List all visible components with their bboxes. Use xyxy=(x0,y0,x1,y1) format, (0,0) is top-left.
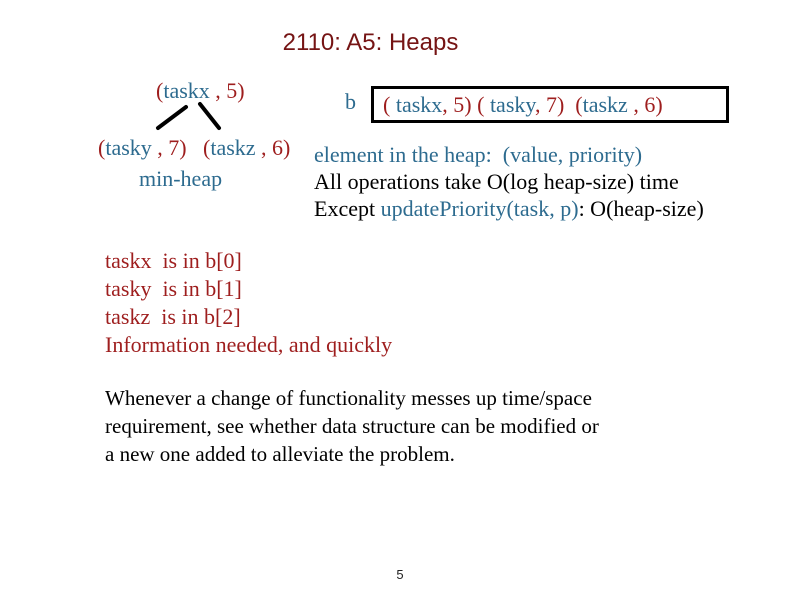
heap-operations-line: All operations take O(log heap-size) time xyxy=(314,169,679,194)
array-cell xyxy=(383,92,477,118)
array-cell xyxy=(575,92,662,118)
array-cell0-open: ( xyxy=(383,91,396,117)
heap-except-suffix: : O(heap-size) xyxy=(578,196,704,221)
array-cell xyxy=(477,92,575,118)
tree-edges xyxy=(148,98,232,136)
index-note-taskz: taskz is in b[2] xyxy=(105,304,241,329)
takeaway-line-1: Whenever a change of functionality messes up time/space xyxy=(105,386,592,410)
tree-left-paren-open: ( xyxy=(98,135,106,160)
array-cell0-task-name: taskx xyxy=(395,91,443,117)
tree-node-right xyxy=(203,135,290,161)
min-heap-caption: min-heap xyxy=(139,166,223,191)
tree-left-task-name: tasky xyxy=(105,135,152,160)
array-cell2-priority: , 6) xyxy=(627,91,663,117)
tree-node-left xyxy=(98,135,187,161)
takeaway-paragraph xyxy=(105,384,599,468)
heap-except-highlight: updatePriority(task, p) xyxy=(380,196,579,221)
array-cell2-open: ( xyxy=(575,91,583,117)
tree-left-priority: , 7) xyxy=(151,135,187,160)
tree-root-priority: , 5) xyxy=(209,78,245,103)
tree-edge-right xyxy=(200,104,219,128)
array-label-b: b xyxy=(345,89,356,114)
heap-except-prefix: Except xyxy=(314,196,381,221)
heap-notes xyxy=(314,141,704,222)
index-note-information: Information needed, and quickly xyxy=(105,332,393,357)
array-cell0-priority: , 5) xyxy=(442,91,478,117)
tree-root-task-name: taskx xyxy=(163,78,210,103)
takeaway-line-2: requirement, see whether data structure can be modified or xyxy=(105,414,599,438)
heap-element-line: element in the heap: (value, priority) xyxy=(314,142,643,167)
page-number: 5 xyxy=(396,567,404,582)
array-cell1-priority: , 7) xyxy=(534,91,576,117)
array-cell1-open: ( xyxy=(477,91,490,117)
index-notes xyxy=(105,247,392,359)
takeaway-line-3: a new one added to alleviate the problem. xyxy=(105,442,455,466)
array-box xyxy=(371,86,729,123)
heap-except-line xyxy=(314,195,704,222)
array-cell1-task-name: tasky xyxy=(489,91,535,117)
tree-edge-left xyxy=(158,107,186,128)
tree-root-paren-open: ( xyxy=(156,78,164,103)
index-note-taskx: taskx is in b[0] xyxy=(105,248,242,273)
array-cell2-task-name: taskz xyxy=(582,91,628,117)
slide-title: 2110: A5: Heaps xyxy=(282,29,459,56)
tree-right-priority: , 6) xyxy=(255,135,291,160)
index-note-tasky: tasky is in b[1] xyxy=(105,276,242,301)
tree-right-task-name: taskz xyxy=(210,135,256,160)
tree-right-paren-open: ( xyxy=(203,135,211,160)
